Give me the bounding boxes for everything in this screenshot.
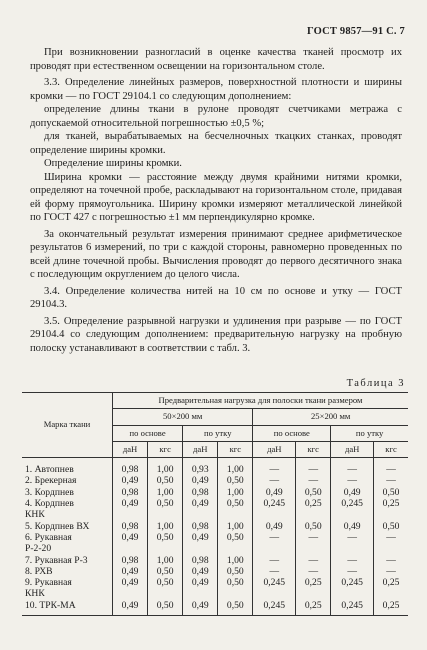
value-cell: — [253, 566, 296, 577]
table-row [22, 521, 408, 532]
value-cell: 0,93 [183, 458, 218, 476]
value-cell: 0,50 [148, 498, 183, 509]
column-header-name: Марка ткани [22, 393, 113, 458]
table-row [22, 509, 408, 520]
value-cell: 0,245 [331, 600, 374, 616]
value-cell: 0,49 [183, 566, 218, 577]
value-cell [148, 509, 183, 520]
value-cell: — [374, 475, 408, 486]
fabric-name-cell: КНК [25, 509, 45, 521]
value-cell: 1,00 [218, 555, 253, 566]
value-cell: 0,98 [183, 555, 218, 566]
body-text [30, 46, 402, 355]
value-cell: — [296, 458, 331, 476]
value-cell [183, 543, 218, 554]
value-cell [113, 509, 148, 520]
value-cell [374, 509, 408, 520]
value-cell: 0,49 [183, 498, 218, 509]
value-cell: 0,49 [113, 577, 148, 588]
unit-header: кгс [148, 441, 183, 457]
fabric-name-cell: 3. Кордпнев [25, 486, 74, 498]
value-cell: 0,245 [253, 498, 296, 509]
value-cell: 0,50 [218, 532, 253, 543]
table-row [22, 475, 408, 486]
paragraph: При возникновении разногласий в оценке качества тканей просмотр их проводят при естественном освещении на горизонтальном столе. [30, 47, 402, 72]
unit-header: даН [331, 441, 374, 457]
paragraph: 3.5. Определение разрывной нагрузки и удлинения при разрыве — по ГОСТ 29104.4 со следующим дополнением: предварительную нагрузку на пробную полоску устанавливают в соответствии с табл. 3. [30, 315, 402, 354]
paragraph: 3.4. Определение количества нитей на 10 см по основе и утку — ГОСТ 29104.3. [30, 285, 402, 310]
value-cell: 0,50 [296, 487, 331, 498]
unit-header: даН [253, 441, 296, 457]
fabric-name-cell: 4. Кордпнев [25, 498, 74, 510]
value-cell: — [374, 458, 408, 476]
value-cell: 0,245 [253, 600, 296, 616]
value-cell: — [253, 532, 296, 543]
value-cell: — [331, 555, 374, 566]
value-cell: 0,245 [253, 577, 296, 588]
value-cell [296, 588, 331, 599]
value-cell [218, 543, 253, 554]
value-cell: 0,50 [218, 475, 253, 486]
value-cell: 0,49 [113, 566, 148, 577]
value-cell: 0,50 [218, 566, 253, 577]
value-cell [148, 543, 183, 554]
fabric-name-cell: 10. ТРК-МА [25, 599, 76, 611]
value-cell: 1,00 [218, 458, 253, 476]
fabric-name-cell: 2. Брекерная [25, 475, 77, 487]
value-cell: — [296, 532, 331, 543]
value-cell: 0,49 [331, 521, 374, 532]
paragraph: 3.3. Определение линейных размеров, поверхностной плотности и ширины кромки — по ГОСТ 29104.1 со следующим дополнением: [30, 77, 402, 102]
paragraph: За окончательный результат измерения принимают среднее арифметическое результатов 6 измерений, по три с каждой стороны, равномерно проведенных по всей длине точечной пробы. Вычисления проводят до первого десятичного знака с последующим округлением до целого числа. [30, 228, 402, 280]
value-cell: — [331, 458, 374, 476]
value-cell: 0,50 [374, 521, 408, 532]
group-header: Предварительная нагрузка для полоски ткани размером [113, 393, 409, 409]
value-cell: — [296, 475, 331, 486]
page-header: ГОСТ 9857—91 С. 7 [306, 26, 405, 37]
value-cell: 0,25 [374, 577, 408, 588]
direction-header: по основе [113, 425, 183, 441]
value-cell [331, 509, 374, 520]
table-row [22, 487, 408, 498]
value-cell: — [296, 566, 331, 577]
load-table [22, 392, 408, 616]
value-cell: 1,00 [148, 521, 183, 532]
value-cell: 0,50 [148, 475, 183, 486]
size-header: 50×200 мм [113, 409, 253, 425]
value-cell: 0,49 [183, 600, 218, 616]
value-cell: 0,49 [331, 487, 374, 498]
paragraph: Определение ширины кромки. [44, 158, 182, 169]
table-row [22, 458, 408, 476]
value-cell: 0,49 [183, 475, 218, 486]
value-cell [148, 588, 183, 599]
value-cell [296, 509, 331, 520]
value-cell: 0,49 [253, 521, 296, 532]
value-cell: 0,98 [183, 487, 218, 498]
fabric-name-cell: КНК [25, 588, 45, 600]
direction-header: по утку [331, 425, 408, 441]
value-cell: 0,49 [113, 475, 148, 486]
paragraph: для тканей, вырабатываемых на бесчелночных ткацких станках, проводят определение ширины кромки. [30, 131, 402, 156]
value-cell [374, 543, 408, 554]
value-cell: — [374, 532, 408, 543]
table-row [22, 498, 408, 509]
value-cell: — [331, 566, 374, 577]
value-cell: — [253, 475, 296, 486]
value-cell [113, 543, 148, 554]
table-row [22, 555, 408, 566]
value-cell: 0,50 [218, 600, 253, 616]
value-cell: 0,50 [218, 577, 253, 588]
value-cell [113, 588, 148, 599]
value-cell: 0,25 [296, 577, 331, 588]
value-cell: 0,50 [148, 532, 183, 543]
unit-header: даН [183, 441, 218, 457]
value-cell: 0,245 [331, 577, 374, 588]
value-cell [183, 588, 218, 599]
value-cell: 0,25 [296, 600, 331, 616]
value-cell: 0,49 [113, 600, 148, 616]
value-cell: 1,00 [148, 487, 183, 498]
unit-header: даН [113, 441, 148, 457]
table-body [22, 458, 408, 616]
table-row [22, 577, 408, 588]
value-cell [331, 543, 374, 554]
value-cell [183, 509, 218, 520]
value-cell: 1,00 [148, 458, 183, 476]
value-cell: 0,50 [148, 566, 183, 577]
value-cell: 0,98 [183, 521, 218, 532]
value-cell: 0,50 [218, 498, 253, 509]
value-cell: 0,50 [374, 487, 408, 498]
value-cell [253, 588, 296, 599]
fabric-name-cell: 5. Кордпнев ВХ [25, 520, 90, 532]
value-cell: 0,50 [296, 521, 331, 532]
paragraph: определение длины ткани в рулоне проводят счетчиками метража с допускаемой относительной погрешностью ±0,5 %; [30, 104, 402, 129]
size-header: 25×200 мм [253, 409, 408, 425]
value-cell: 0,25 [296, 498, 331, 509]
value-cell: 0,98 [113, 555, 148, 566]
value-cell: 0,49 [183, 577, 218, 588]
table-row [22, 543, 408, 554]
unit-header: кгс [218, 441, 253, 457]
value-cell: 1,00 [218, 487, 253, 498]
value-cell: — [331, 475, 374, 486]
fabric-name-cell: 1. Автопнев [25, 464, 74, 476]
table-row [22, 588, 408, 599]
value-cell [218, 509, 253, 520]
fabric-name-cell: 9. Рукавная [25, 577, 72, 589]
value-cell: 1,00 [218, 521, 253, 532]
paragraph: Ширина кромки — расстояние между двумя крайними нитями кромки, определяют на точечной пробе, раскладывают на горизонтальном столе, придавая ей форму прямоугольника. Ширину кромки измеряют металлической линейкой по ГОСТ 427 с погрешностью ±1 мм перпендикулярно кромке. [30, 171, 402, 223]
value-cell: — [253, 555, 296, 566]
value-cell: 0,50 [148, 577, 183, 588]
value-cell: 0,49 [113, 532, 148, 543]
value-cell [253, 543, 296, 554]
value-cell: 0,98 [113, 521, 148, 532]
fabric-name-cell: 8. РХВ [25, 565, 53, 577]
value-cell: — [374, 566, 408, 577]
value-cell [296, 543, 331, 554]
table-row [22, 566, 408, 577]
value-cell: 1,00 [148, 555, 183, 566]
value-cell: — [296, 555, 331, 566]
value-cell [374, 588, 408, 599]
fabric-name-cell: 6. Рукавная [25, 531, 72, 543]
value-cell: 0,245 [331, 498, 374, 509]
direction-header: по утку [183, 425, 253, 441]
value-cell [331, 588, 374, 599]
unit-header: кгс [296, 441, 331, 457]
value-cell: 0,25 [374, 600, 408, 616]
fabric-name-cell: 7. Рукавная Р-3 [25, 554, 88, 566]
fabric-name-cell: Р-2-20 [25, 543, 52, 555]
table-caption: Таблица 3 [346, 378, 405, 389]
value-cell: 0,49 [113, 498, 148, 509]
table-row [22, 532, 408, 543]
value-cell: 0,49 [183, 532, 218, 543]
value-cell: — [253, 458, 296, 476]
value-cell [253, 509, 296, 520]
table-row [22, 600, 408, 616]
value-cell: 0,98 [113, 458, 148, 476]
value-cell: — [374, 555, 408, 566]
value-cell: 0,98 [113, 487, 148, 498]
value-cell: 0,49 [253, 487, 296, 498]
value-cell: 0,25 [374, 498, 408, 509]
unit-header: кгс [374, 441, 408, 457]
value-cell: — [331, 532, 374, 543]
value-cell: 0,50 [148, 600, 183, 616]
direction-header: по основе [253, 425, 331, 441]
value-cell [218, 588, 253, 599]
